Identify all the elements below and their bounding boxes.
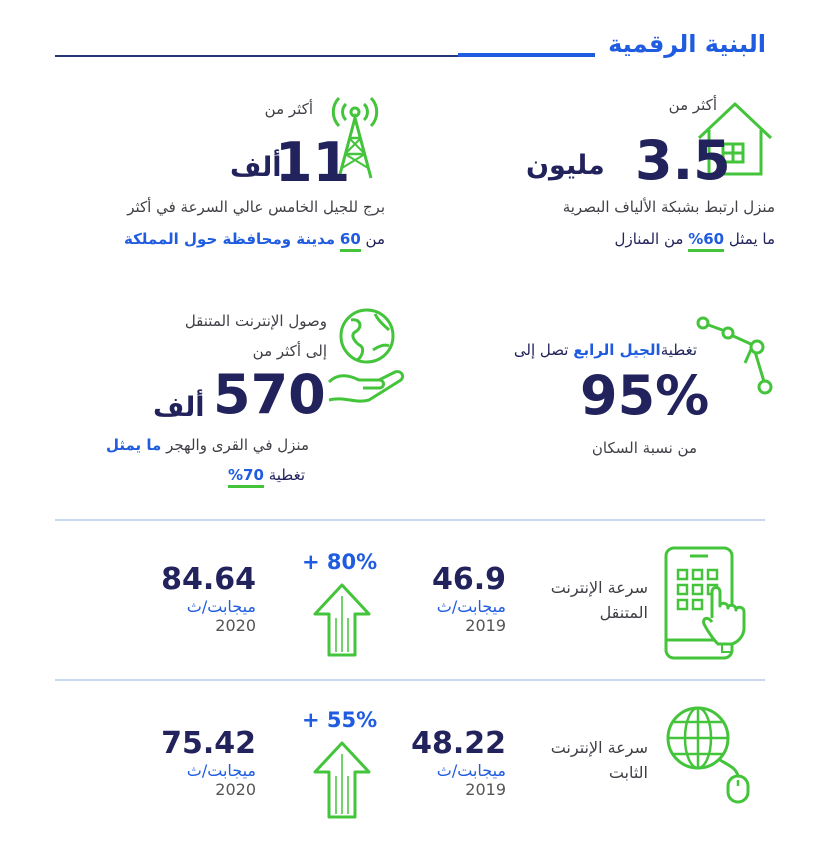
towers-line2: [124, 230, 385, 248]
speed-mobile-2020-unit: ميجابت/ث: [186, 597, 256, 616]
fiber-unit: مليون: [526, 150, 605, 181]
up-arrow-icon: [312, 582, 372, 658]
towers-line1: برج للجيل الخامس عالي السرعة في أكثر: [127, 198, 385, 216]
mobile-homes-line4-pre: تغطية: [268, 466, 305, 484]
fiber-prefix: أكثر من: [668, 96, 717, 114]
speed-mobile-label: [551, 576, 648, 626]
speed-fixed-2019-value: 48.22: [411, 726, 506, 761]
mobile-homes-line3-highlight: ما يمثل: [105, 436, 162, 454]
towers-stat: [55, 90, 385, 270]
mobile-homes-number: 570: [213, 363, 326, 426]
separator-1: [55, 519, 765, 521]
speed-fixed-growth: + 55%: [302, 708, 378, 732]
mobile-homes-line3: [106, 436, 309, 454]
mobile-homes-line4-highlight: 70%: [228, 466, 264, 488]
speed-row-fixed: [0, 682, 816, 837]
speed-fixed-2019-unit: ميجابت/ث: [436, 761, 506, 780]
towers-line2-highlight: 60: [340, 230, 361, 252]
mobile-homes-line2: إلى أكثر من: [252, 342, 327, 360]
speed-fixed-2019: [411, 726, 506, 799]
fiber-line2-pre: ما يمثل: [728, 230, 775, 248]
fiber-line1: منزل ارتبط بشبكة الألياف البصرية: [562, 198, 775, 216]
speed-fixed-label-line2: الثابت: [608, 762, 648, 782]
coverage-line1-post: تصل إلى: [513, 341, 569, 359]
speed-row-mobile: [0, 522, 816, 677]
coverage-stat: [430, 305, 775, 470]
speed-mobile-label-line1: سرعة الإنترنت: [550, 578, 648, 597]
speed-fixed-label-line1: سرعة الإنترنت: [550, 738, 648, 757]
speed-mobile-2019-year: 2019: [465, 616, 506, 635]
speed-fixed-2020-unit: ميجابت/ث: [186, 761, 256, 780]
globe-mouse-icon: [664, 704, 754, 804]
coverage-line1-pre: تغطية: [660, 341, 697, 359]
speed-mobile-2020: [161, 562, 256, 635]
fiber-line2-highlight: 60%: [688, 230, 724, 252]
speed-fixed-2020: [161, 726, 256, 799]
mobile-homes-stat: [55, 300, 405, 495]
coverage-line1-highlight: الجيل الرابع: [573, 341, 661, 359]
mobile-homes-unit: ألف: [153, 392, 205, 423]
mobile-homes-line3-pre: منزل في القرى والهجر: [166, 436, 309, 454]
up-arrow-icon: [312, 740, 372, 820]
towers-unit: ألف: [230, 152, 282, 183]
fiber-stat: [430, 90, 775, 270]
speed-mobile-2020-value: 84.64: [161, 562, 256, 597]
speed-mobile-2019: [432, 562, 506, 635]
speed-mobile-growth: + 80%: [302, 550, 378, 574]
fiber-number: 3.5: [635, 129, 731, 192]
speed-mobile-2020-year: 2020: [215, 616, 256, 635]
globe-in-hand-icon: [325, 300, 405, 410]
coverage-line2: من نسبة السكان: [591, 439, 697, 457]
towers-line2-pre: من: [365, 230, 385, 248]
speed-fixed-2020-value: 75.42: [161, 726, 256, 761]
mobile-homes-line4: [228, 466, 305, 484]
header-accent-line: [458, 53, 595, 57]
speed-mobile-2019-unit: ميجابت/ث: [436, 597, 506, 616]
towers-number: 11: [275, 131, 351, 194]
towers-prefix: أكثر من: [264, 100, 313, 118]
separator-2: [55, 679, 765, 681]
page-title: البنية الرقمية: [608, 30, 766, 58]
fiber-line2-post: من المنازل: [614, 230, 684, 248]
coverage-number: 95%: [580, 364, 710, 427]
mobile-homes-line1: وصول الإنترنت المتنقل: [184, 312, 327, 330]
towers-line2-post: مدينة ومحافظة حول المملكة: [123, 230, 336, 248]
speed-mobile-2019-value: 46.9: [431, 562, 506, 597]
speed-fixed-2019-year: 2019: [465, 780, 506, 799]
speed-mobile-label-line2: المتنقل: [599, 602, 648, 622]
speed-fixed-2020-year: 2020: [215, 780, 256, 799]
speed-fixed-label: [551, 736, 648, 786]
coverage-line1: [514, 341, 697, 359]
fiber-line2: [615, 230, 775, 248]
tablet-touch-icon: [662, 544, 754, 662]
